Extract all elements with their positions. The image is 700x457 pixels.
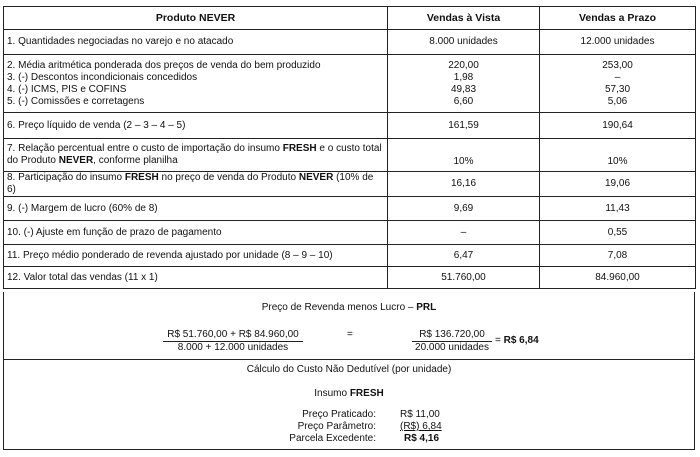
row-label: 1. Quantidades negociadas no varejo e no atacado <box>4 30 388 55</box>
cash-value: 49,83 <box>450 83 477 95</box>
credit-value: 7,08 <box>540 245 696 267</box>
cash-value: – <box>388 221 540 245</box>
cash-value: 9,69 <box>388 197 540 221</box>
row-label: 7. Relação percentual entre o custo de importação do insumo FRESH e o custo total do Produto NEVER, conforme planilha <box>4 139 388 172</box>
header-credit-sales: Vendas a Prazo <box>540 7 696 30</box>
credit-value: – <box>614 71 621 83</box>
credit-value: 5,06 <box>607 95 628 107</box>
row-label: 11. Preço médio ponderado de revenda ajustado por unidade (8 – 9 – 10) <box>4 245 388 267</box>
cash-value: 220,00 <box>448 59 479 71</box>
cost-line-label: Parcela Excedente: <box>289 433 376 444</box>
cash-value: 51.760,00 <box>388 267 540 289</box>
credit-value: 84.960,00 <box>540 267 696 289</box>
cost-line-value: R$ 4,16 <box>404 433 440 444</box>
bottom-section <box>3 292 695 450</box>
cash-value: 8.000 unidades <box>388 30 540 55</box>
header-row <box>4 7 696 30</box>
row-label: 12. Valor total das vendas (11 x 1) <box>4 267 388 289</box>
cash-value: 16,16 <box>388 172 540 197</box>
fraction-denominator: 8.000 + 12.000 unidades <box>177 342 289 353</box>
credit-value: 0,55 <box>540 221 696 245</box>
cash-value: 10% <box>388 139 540 172</box>
fraction-numerator: R$ 136.720,00 <box>412 329 492 342</box>
row-label: 9. (-) Margem de lucro (60% de 8) <box>4 197 388 221</box>
row-label: 5. (-) Comissões e corretagens <box>7 95 145 107</box>
prl-result: = R$ 6,84 <box>495 335 539 346</box>
credit-value: 10% <box>540 139 696 172</box>
row-label: 10. (-) Ajuste em função de prazo de pagamento <box>4 221 388 245</box>
row-label: 4. (-) ICMS, PIS e COFINS <box>7 83 127 95</box>
table-row <box>4 30 696 55</box>
header-product: Produto NEVER <box>4 7 388 30</box>
cash-value: 6,47 <box>388 245 540 267</box>
table-row <box>4 245 696 267</box>
header-cash-sales: Vendas à Vista <box>388 7 540 30</box>
credit-value: 19,06 <box>540 172 696 197</box>
row-label: 3. (-) Descontos incondicionais concedidos <box>7 71 198 83</box>
cash-value: 161,59 <box>388 113 540 139</box>
row-label: 2. Média aritmética ponderada dos preços de venda do bem produzido <box>7 59 321 71</box>
prl-fraction-2 <box>412 329 492 354</box>
prl-title: Preço de Revenda menos Lucro – PRL <box>261 302 437 313</box>
calculation-table <box>3 6 696 289</box>
fraction-denominator: 20.000 unidades <box>415 342 489 353</box>
credit-value: 11,43 <box>540 197 696 221</box>
table-row <box>4 197 696 221</box>
table-row <box>4 221 696 245</box>
row-label: 8. Participação do insumo FRESH no preço de venda do Produto NEVER (10% de 6) <box>4 172 388 197</box>
table-row <box>4 55 696 113</box>
credit-value: 12.000 unidades <box>540 30 696 55</box>
table-row <box>4 113 696 139</box>
cost-line-label: Preço Parâmetro: <box>297 421 376 432</box>
cost-line-label: Preço Praticado: <box>302 409 376 420</box>
table-row <box>4 139 696 172</box>
table-row <box>4 267 696 289</box>
fraction-numerator: R$ 51.760,00 + R$ 84.960,00 <box>163 329 303 342</box>
credit-value: 57,30 <box>604 83 631 95</box>
credit-value: 190,64 <box>540 113 696 139</box>
cost-title: Cálculo do Custo Não Dedutível (por unidade) <box>246 364 452 375</box>
credit-value: 253,00 <box>602 59 633 71</box>
equals-sign: = <box>347 329 353 340</box>
cash-value: 1,98 <box>453 71 474 83</box>
input-name: Insumo FRESH <box>314 388 384 399</box>
cost-line-value: R$ 11,00 <box>400 409 440 420</box>
cost-line-value: (R$) 6,84 <box>400 421 442 432</box>
cash-value: 6,60 <box>453 95 474 107</box>
section-divider <box>3 359 695 360</box>
prl-fraction-1 <box>163 329 303 354</box>
table-row <box>4 172 696 197</box>
row-label: 6. Preço líquido de venda (2 – 3 – 4 – 5) <box>4 113 388 139</box>
